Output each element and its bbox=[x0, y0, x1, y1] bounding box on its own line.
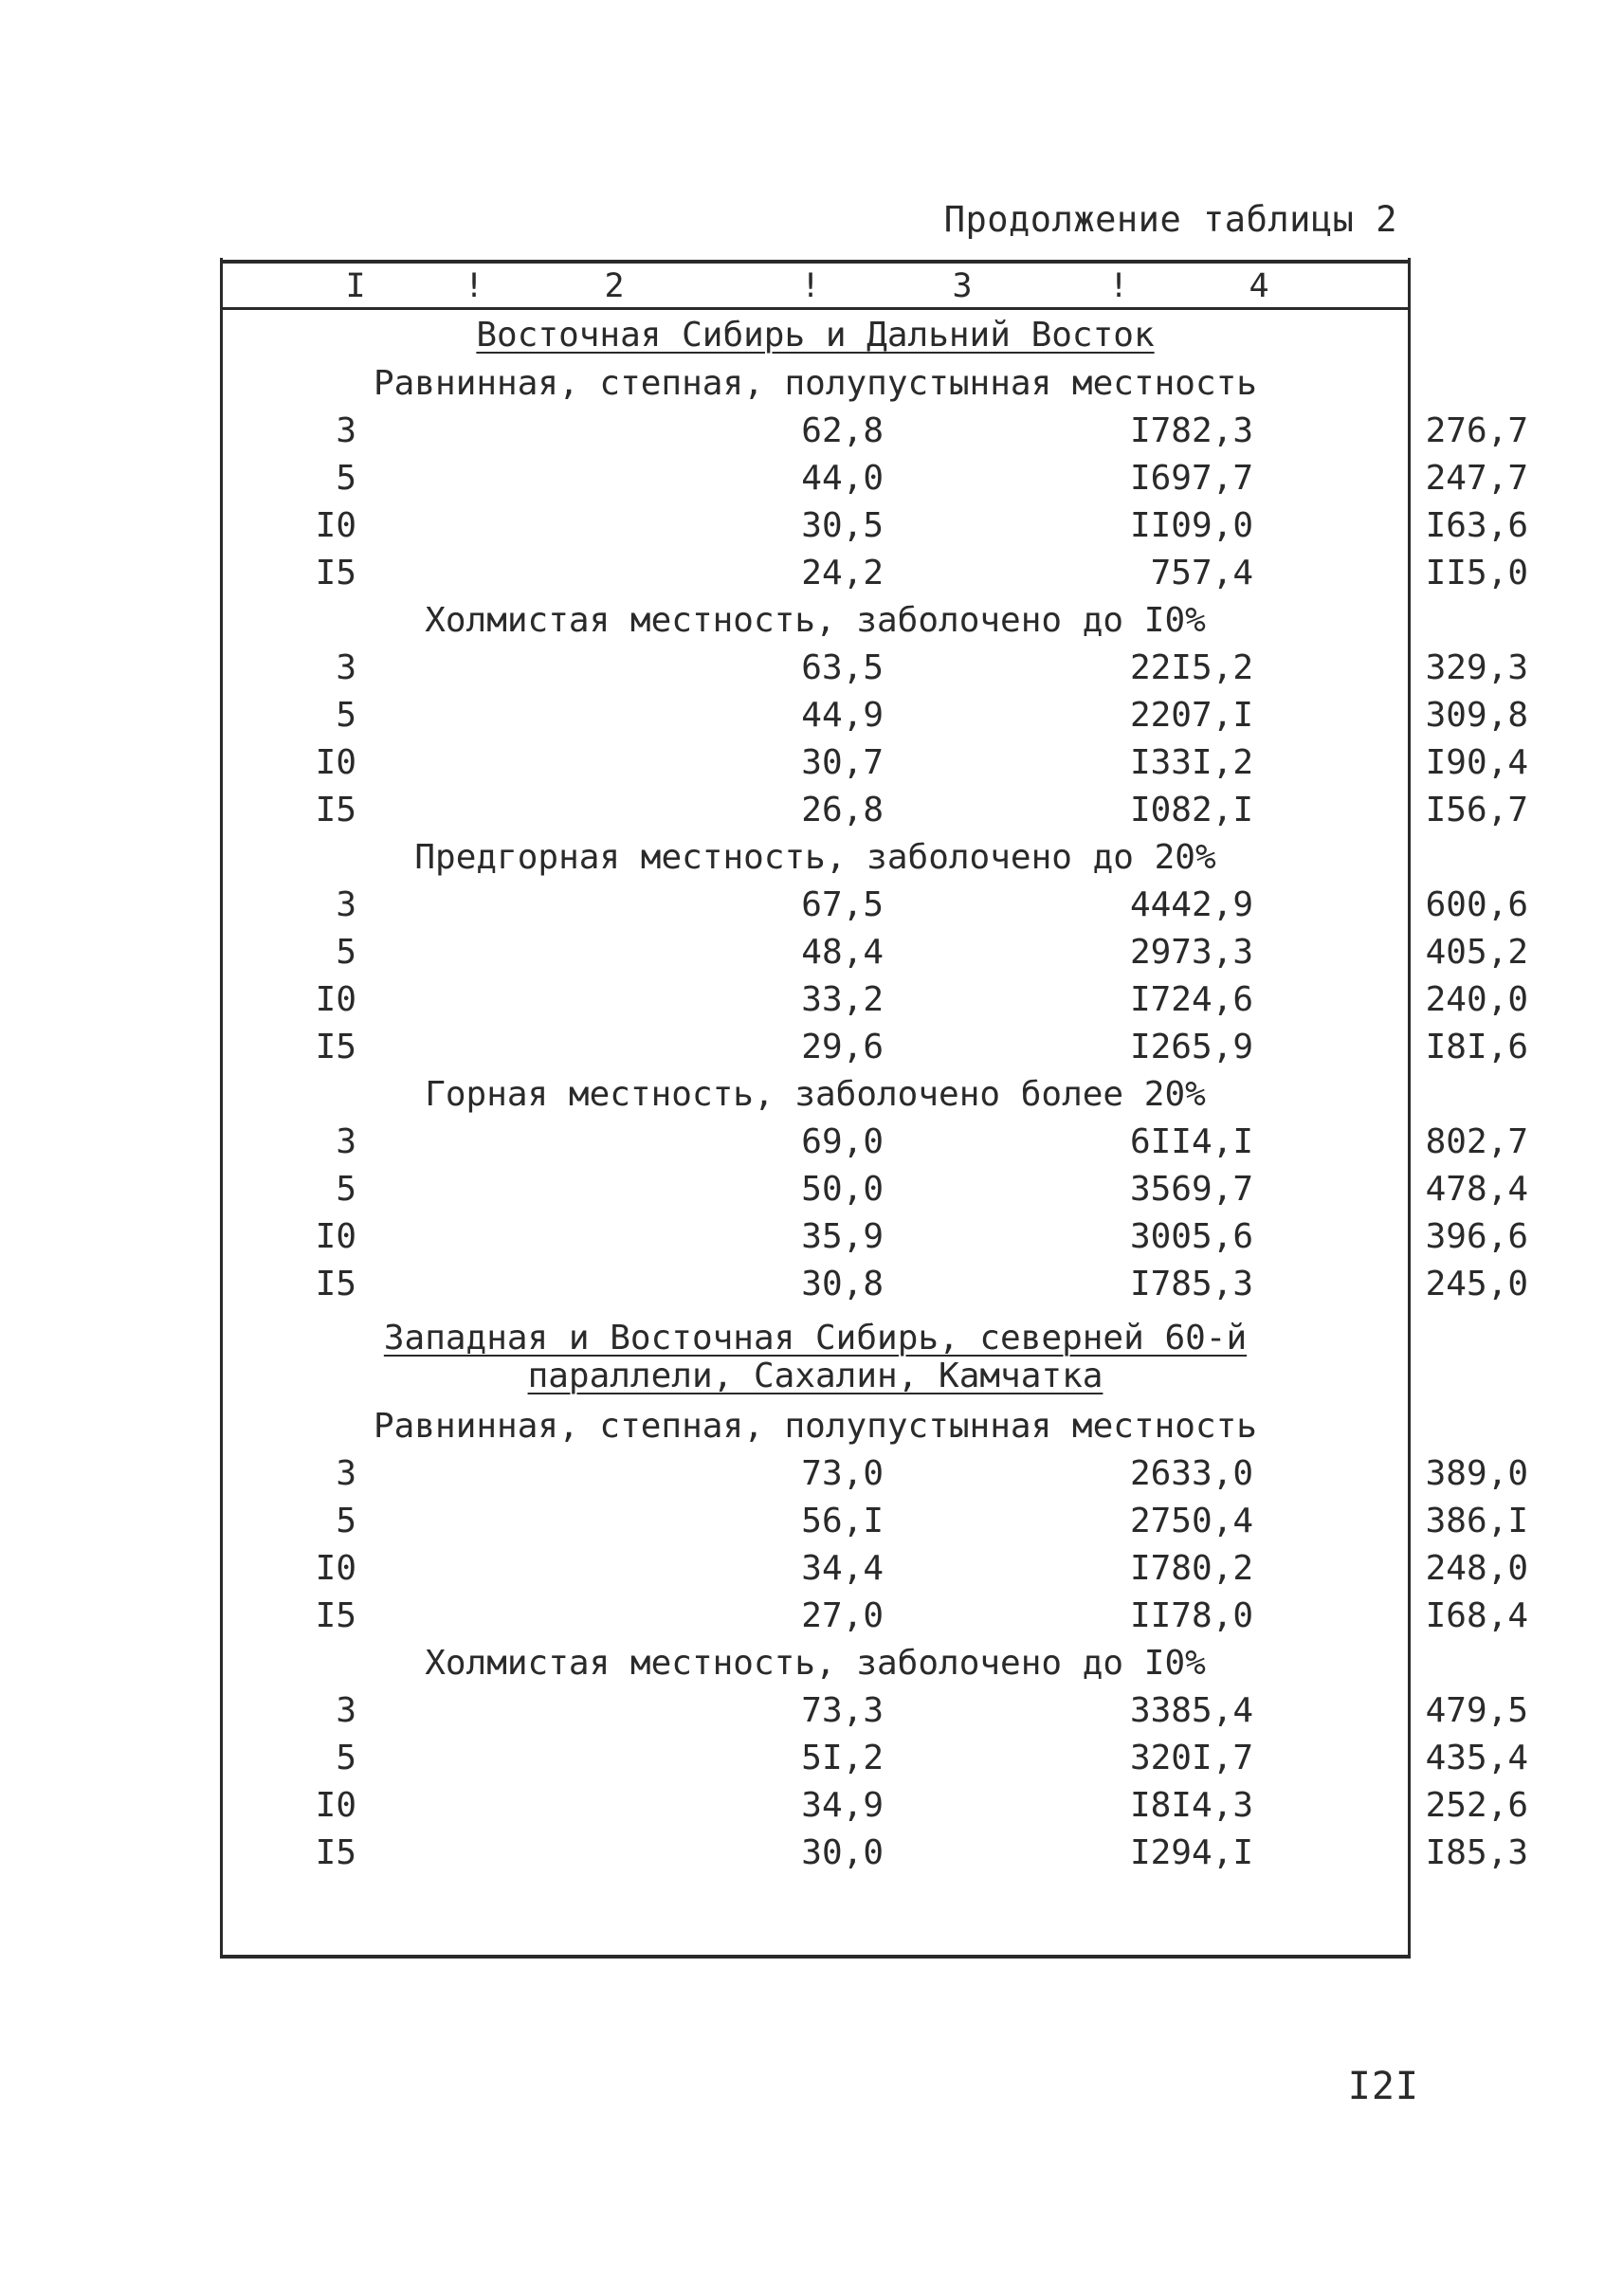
cell-col-3: I782,3 bbox=[1129, 411, 1253, 450]
section-title: Горная местность, заболочено более 20% bbox=[425, 1075, 1206, 1114]
table-row bbox=[220, 976, 1528, 1024]
cell-col-1: 3 bbox=[336, 1691, 356, 1730]
header-top-rule bbox=[220, 260, 1411, 264]
cell-col-3: I780,2 bbox=[1129, 1549, 1253, 1588]
table-row bbox=[220, 787, 1528, 834]
cell-col-3: I265,9 bbox=[1129, 1028, 1253, 1066]
cell-col-2: 30,8 bbox=[801, 1265, 884, 1303]
table-row bbox=[220, 1545, 1528, 1593]
cell-col-3: I082,I bbox=[1129, 791, 1253, 829]
table-caption: Продолжение таблицы 2 bbox=[943, 199, 1397, 240]
cell-col-2: 44,0 bbox=[801, 459, 884, 498]
table-row bbox=[220, 550, 1528, 597]
column-separator: ! bbox=[1108, 267, 1129, 305]
cell-col-2: 63,5 bbox=[801, 648, 884, 687]
table-row bbox=[220, 645, 1528, 692]
table-row bbox=[220, 1735, 1528, 1782]
cell-col-4: 386,I bbox=[1425, 1502, 1528, 1540]
table-row bbox=[220, 1450, 1528, 1498]
cell-col-1: I0 bbox=[315, 1786, 356, 1825]
column-header-2: 2 bbox=[604, 267, 625, 305]
cell-col-2: 67,5 bbox=[801, 885, 884, 924]
cell-col-1: I5 bbox=[315, 791, 356, 829]
table-row bbox=[220, 1119, 1528, 1166]
table-row bbox=[220, 502, 1528, 550]
table-body bbox=[220, 313, 1528, 1877]
table-row bbox=[220, 1261, 1528, 1308]
cell-col-2: 35,9 bbox=[801, 1217, 884, 1256]
cell-col-4: 252,6 bbox=[1425, 1786, 1528, 1825]
section-title: Предгорная местность, заболочено до 20% bbox=[414, 838, 1216, 877]
table-row bbox=[220, 692, 1528, 739]
cell-col-2: 69,0 bbox=[801, 1122, 884, 1161]
cell-col-1: I5 bbox=[315, 1265, 356, 1303]
section-title: Холмистая местность, заболочено до I0% bbox=[425, 601, 1206, 640]
cell-col-1: I5 bbox=[315, 554, 356, 592]
table-row bbox=[220, 455, 1528, 502]
cell-col-4: 802,7 bbox=[1425, 1122, 1528, 1161]
cell-col-3: 22I5,2 bbox=[1129, 648, 1253, 687]
section-title: Равнинная, степная, полупустынная местность bbox=[374, 1407, 1257, 1446]
cell-col-4: 389,0 bbox=[1425, 1454, 1528, 1493]
cell-col-1: 5 bbox=[336, 1170, 356, 1209]
table-row bbox=[220, 1593, 1528, 1640]
cell-col-2: 48,4 bbox=[801, 933, 884, 972]
cell-col-2: 24,2 bbox=[801, 554, 884, 592]
section-title: Равнинная, степная, полупустынная местность bbox=[374, 364, 1257, 403]
cell-col-1: I5 bbox=[315, 1596, 356, 1635]
cell-col-3: 3005,6 bbox=[1129, 1217, 1253, 1256]
cell-col-4: 435,4 bbox=[1425, 1739, 1528, 1777]
cell-col-2: 30,0 bbox=[801, 1833, 884, 1872]
page-number: I2I bbox=[1347, 2065, 1419, 2108]
cell-col-4: 478,4 bbox=[1425, 1170, 1528, 1209]
cell-col-1: 5 bbox=[336, 459, 356, 498]
table-row bbox=[220, 1024, 1528, 1071]
region-heading-line: параллели, Сахалин, Камчатка bbox=[527, 1357, 1103, 1395]
cell-col-3: I294,I bbox=[1129, 1833, 1253, 1872]
cell-col-1: I5 bbox=[315, 1028, 356, 1066]
cell-col-4: 276,7 bbox=[1425, 411, 1528, 450]
cell-col-4: 248,0 bbox=[1425, 1549, 1528, 1588]
cell-col-1: I0 bbox=[315, 980, 356, 1019]
region-heading-line: Восточная Сибирь и Дальний Восток bbox=[476, 316, 1155, 355]
cell-col-2: 50,0 bbox=[801, 1170, 884, 1209]
section-title: Холмистая местность, заболочено до I0% bbox=[425, 1644, 1206, 1683]
cell-col-3: 2750,4 bbox=[1129, 1502, 1253, 1540]
cell-col-4: 309,8 bbox=[1425, 696, 1528, 735]
table-row bbox=[220, 1498, 1528, 1545]
region-heading-line: Западная и Восточная Сибирь, северней 60-й bbox=[383, 1319, 1248, 1358]
cell-col-3: 2633,0 bbox=[1129, 1454, 1253, 1493]
cell-col-4: I56,7 bbox=[1425, 791, 1528, 829]
cell-col-4: 600,6 bbox=[1425, 885, 1528, 924]
cell-col-1: I5 bbox=[315, 1833, 356, 1872]
cell-col-3: I724,6 bbox=[1129, 980, 1253, 1019]
cell-col-1: I0 bbox=[315, 506, 356, 545]
column-header-3: 3 bbox=[952, 267, 973, 305]
cell-col-3: I8I4,3 bbox=[1129, 1786, 1253, 1825]
table-row bbox=[220, 1213, 1528, 1261]
cell-col-2: 30,7 bbox=[801, 743, 884, 782]
cell-col-3: II78,0 bbox=[1129, 1596, 1253, 1635]
cell-col-1: I0 bbox=[315, 1217, 356, 1256]
cell-col-1: I0 bbox=[315, 1549, 356, 1588]
column-header-4: 4 bbox=[1249, 267, 1269, 305]
cell-col-2: 26,8 bbox=[801, 791, 884, 829]
cell-col-2: 27,0 bbox=[801, 1596, 884, 1635]
cell-col-2: 44,9 bbox=[801, 696, 884, 735]
cell-col-3: 2207,I bbox=[1129, 696, 1253, 735]
cell-col-2: 5I,2 bbox=[801, 1739, 884, 1777]
cell-col-1: 5 bbox=[336, 696, 356, 735]
cell-col-1: I0 bbox=[315, 743, 356, 782]
cell-col-4: I90,4 bbox=[1425, 743, 1528, 782]
cell-col-1: 5 bbox=[336, 1739, 356, 1777]
header-bottom-rule bbox=[220, 307, 1411, 310]
cell-col-4: 329,3 bbox=[1425, 648, 1528, 687]
cell-col-2: 73,3 bbox=[801, 1691, 884, 1730]
cell-col-4: II5,0 bbox=[1425, 554, 1528, 592]
cell-col-3: 3385,4 bbox=[1129, 1691, 1253, 1730]
cell-col-1: 3 bbox=[336, 648, 356, 687]
column-header-1: I bbox=[345, 267, 366, 305]
table-row bbox=[220, 408, 1528, 455]
table-row bbox=[220, 1687, 1528, 1735]
region-heading bbox=[220, 1320, 1411, 1403]
cell-col-3: 757,4 bbox=[1150, 554, 1253, 592]
cell-col-3: I697,7 bbox=[1129, 459, 1253, 498]
table-row bbox=[220, 929, 1528, 976]
cell-col-3: I785,3 bbox=[1129, 1265, 1253, 1303]
cell-col-4: I85,3 bbox=[1425, 1833, 1528, 1872]
cell-col-4: 240,0 bbox=[1425, 980, 1528, 1019]
table-row bbox=[220, 1782, 1528, 1830]
cell-col-4: 396,6 bbox=[1425, 1217, 1528, 1256]
cell-col-3: II09,0 bbox=[1129, 506, 1253, 545]
table-row bbox=[220, 882, 1528, 929]
cell-col-1: 3 bbox=[336, 1454, 356, 1493]
cell-col-2: 56,I bbox=[801, 1502, 884, 1540]
cell-col-1: 5 bbox=[336, 933, 356, 972]
cell-col-3: 320I,7 bbox=[1129, 1739, 1253, 1777]
cell-col-3: 6II4,I bbox=[1129, 1122, 1253, 1161]
cell-col-2: 29,6 bbox=[801, 1028, 884, 1066]
cell-col-4: 245,0 bbox=[1425, 1265, 1528, 1303]
cell-col-3: 4442,9 bbox=[1129, 885, 1253, 924]
cell-col-1: 3 bbox=[336, 411, 356, 450]
cell-col-3: 3569,7 bbox=[1129, 1170, 1253, 1209]
cell-col-3: I33I,2 bbox=[1129, 743, 1253, 782]
cell-col-2: 33,2 bbox=[801, 980, 884, 1019]
cell-col-1: 5 bbox=[336, 1502, 356, 1540]
column-separator: ! bbox=[464, 267, 484, 305]
cell-col-4: 247,7 bbox=[1425, 459, 1528, 498]
cell-col-2: 30,5 bbox=[801, 506, 884, 545]
table-row bbox=[220, 1166, 1528, 1213]
cell-col-2: 34,4 bbox=[801, 1549, 884, 1588]
cell-col-4: I63,6 bbox=[1425, 506, 1528, 545]
cell-col-4: I68,4 bbox=[1425, 1596, 1528, 1635]
cell-col-1: 3 bbox=[336, 1122, 356, 1161]
cell-col-2: 62,8 bbox=[801, 411, 884, 450]
cell-col-4: 479,5 bbox=[1425, 1691, 1528, 1730]
table-row bbox=[220, 739, 1528, 787]
cell-col-2: 73,0 bbox=[801, 1454, 884, 1493]
region-heading bbox=[220, 313, 1411, 360]
column-separator: ! bbox=[800, 267, 821, 305]
cell-col-3: 2973,3 bbox=[1129, 933, 1253, 972]
cell-col-4: 405,2 bbox=[1425, 933, 1528, 972]
cell-col-1: 3 bbox=[336, 885, 356, 924]
cell-col-4: I8I,6 bbox=[1425, 1028, 1528, 1066]
cell-col-2: 34,9 bbox=[801, 1786, 884, 1825]
table-row bbox=[220, 1830, 1528, 1877]
